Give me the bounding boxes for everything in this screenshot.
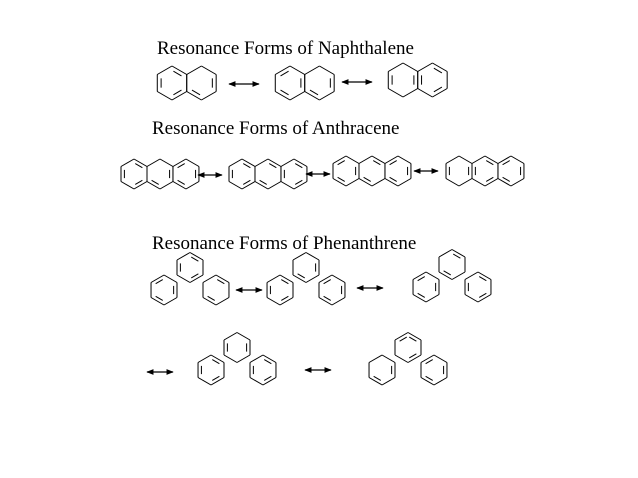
naphthalene-form-1 bbox=[157, 66, 216, 100]
phenanthrene-form-2 bbox=[267, 253, 345, 306]
anthracene-form-1 bbox=[121, 159, 199, 189]
naphthalene-heading: Resonance Forms of Naphthalene bbox=[157, 38, 414, 59]
anthracene-heading: Resonance Forms of Anthracene bbox=[152, 118, 400, 139]
phenanthrene-form-3 bbox=[413, 250, 491, 303]
naphthalene-form-2 bbox=[275, 66, 334, 100]
anthracene-form-2 bbox=[229, 159, 307, 189]
phenanthrene-form-5 bbox=[369, 333, 447, 386]
naphthalene-form-3 bbox=[388, 63, 447, 97]
phenanthrene-form-1 bbox=[151, 253, 229, 306]
phenanthrene-form-4 bbox=[198, 333, 276, 386]
anthracene-form-4 bbox=[446, 156, 524, 186]
phenanthrene-heading: Resonance Forms of Phenanthrene bbox=[152, 233, 417, 254]
anthracene-form-3 bbox=[333, 156, 411, 186]
